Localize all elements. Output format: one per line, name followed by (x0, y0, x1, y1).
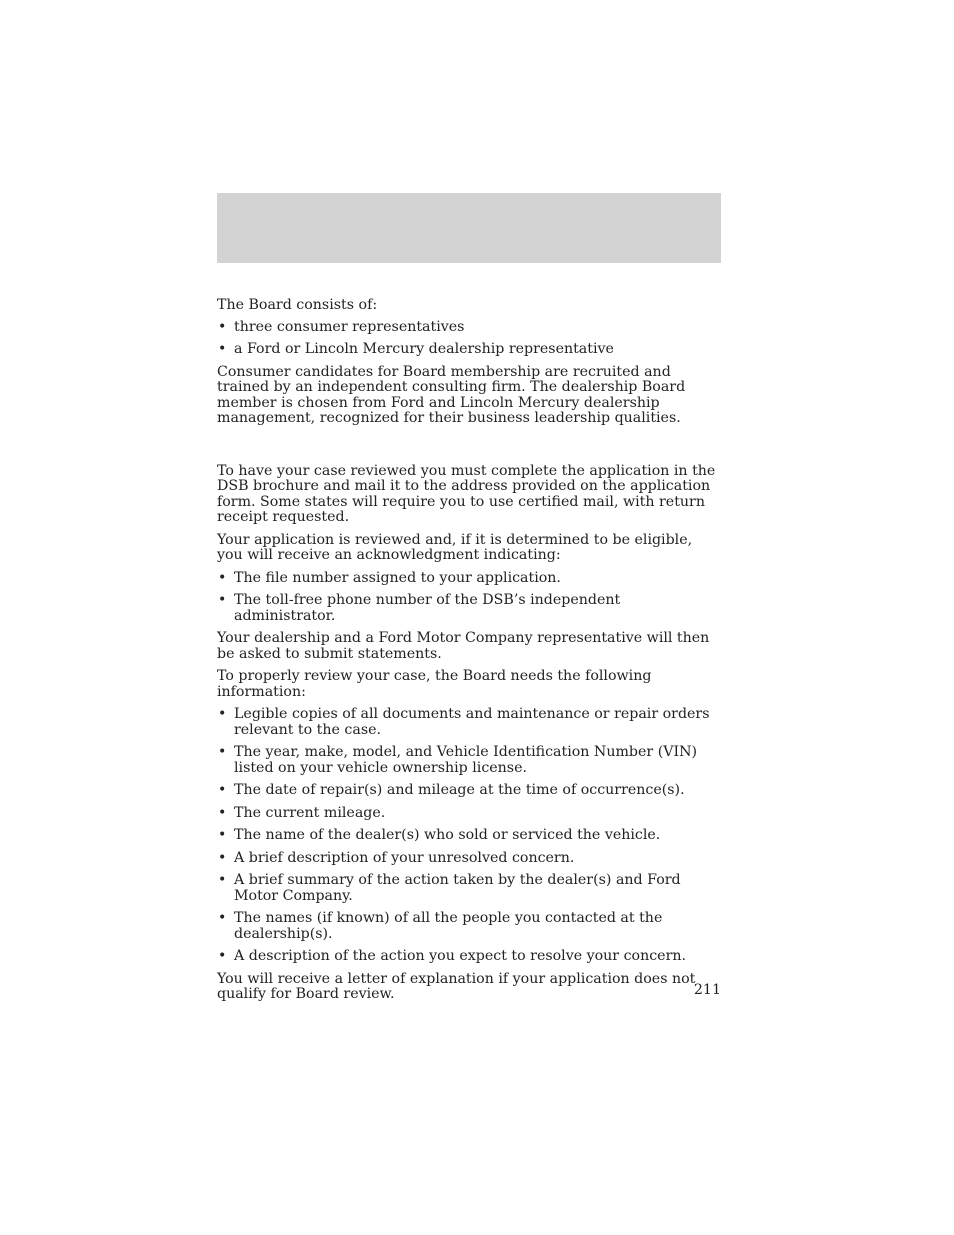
board-membership-paragraph: Consumer candidates for Board membership are recruited and trained by an independent consulting firm. The dealership Board member is chosen from Ford and Lincoln Mercury dealership management, recognized for their business leadership qualities. (217, 363, 686, 426)
bullet-icon: • (218, 744, 227, 760)
bullet-icon: • (218, 341, 227, 357)
required-information-list (217, 707, 721, 965)
bullet-icon: • (218, 804, 227, 821)
statements-paragraph: Your dealership and a Ford Motor Company representative will then be asked to submit statements. (217, 630, 710, 662)
list-item: • The year, make, model, and Vehicle Identification Number (VIN) listed on your vehicle ownership license. (218, 744, 698, 776)
bullet-icon: • (218, 948, 227, 964)
list-item: • The file number assigned to your application. (218, 569, 561, 586)
list-item: • The date of repair(s) and mileage at the time of occurrence(s). (218, 782, 685, 798)
list-item: • Legible copies of all documents and maintenance or repair orders relevant to the case. (218, 706, 710, 738)
list-item: • a Ford or Lincoln Mercury dealership representative (218, 341, 614, 357)
bullet-icon: • (218, 592, 227, 608)
list-item: • The name of the dealer(s) who sold or serviced the vehicle. (218, 827, 661, 843)
bullet-icon: • (218, 318, 227, 335)
list-item: • The names (if known) of all the people you contacted at the dealership(s). (218, 910, 663, 942)
list-item: • A brief summary of the action taken by the dealer(s) and Ford Motor Company. (218, 872, 681, 904)
bullet-icon: • (218, 872, 227, 888)
application-paragraph: To have your case reviewed you must complete the application in the DSB brochure and mail it to the address provided on the application form. Some states will require you to use certified mail, with return receipt requested. (217, 462, 716, 525)
bullet-icon: • (218, 782, 227, 798)
information-intro: To properly review your case, the Board needs the following information: (217, 668, 652, 700)
bullet-icon: • (218, 910, 227, 926)
list-item: • A description of the action you expect to resolve your concern. (218, 948, 686, 964)
list-item: • The current mileage. (218, 804, 386, 821)
list-item: • The toll-free phone number of the DSB’s independent administrator. (218, 592, 621, 624)
explanation-paragraph: You will receive a letter of explanation if your application does not qualify for Board review. (217, 970, 696, 1002)
review-paragraph: Your application is reviewed and, if it is determined to be eligible, you will receive an acknowledgment indicating: (217, 531, 693, 563)
acknowledgment-list (217, 571, 721, 625)
list-item: • A brief description of your unresolved concern. (218, 849, 575, 866)
page-content (217, 298, 721, 1010)
page-number: 211 (693, 982, 721, 998)
section-header-band (217, 193, 721, 263)
list-item: • three consumer representatives (218, 318, 465, 335)
section-gap (217, 434, 721, 464)
bullet-icon: • (218, 569, 227, 586)
bullet-icon: • (218, 849, 227, 866)
bullet-icon: • (218, 827, 227, 843)
board-members-list (217, 320, 721, 358)
bullet-icon: • (218, 706, 227, 722)
board-intro: The Board consists of: (217, 297, 378, 313)
